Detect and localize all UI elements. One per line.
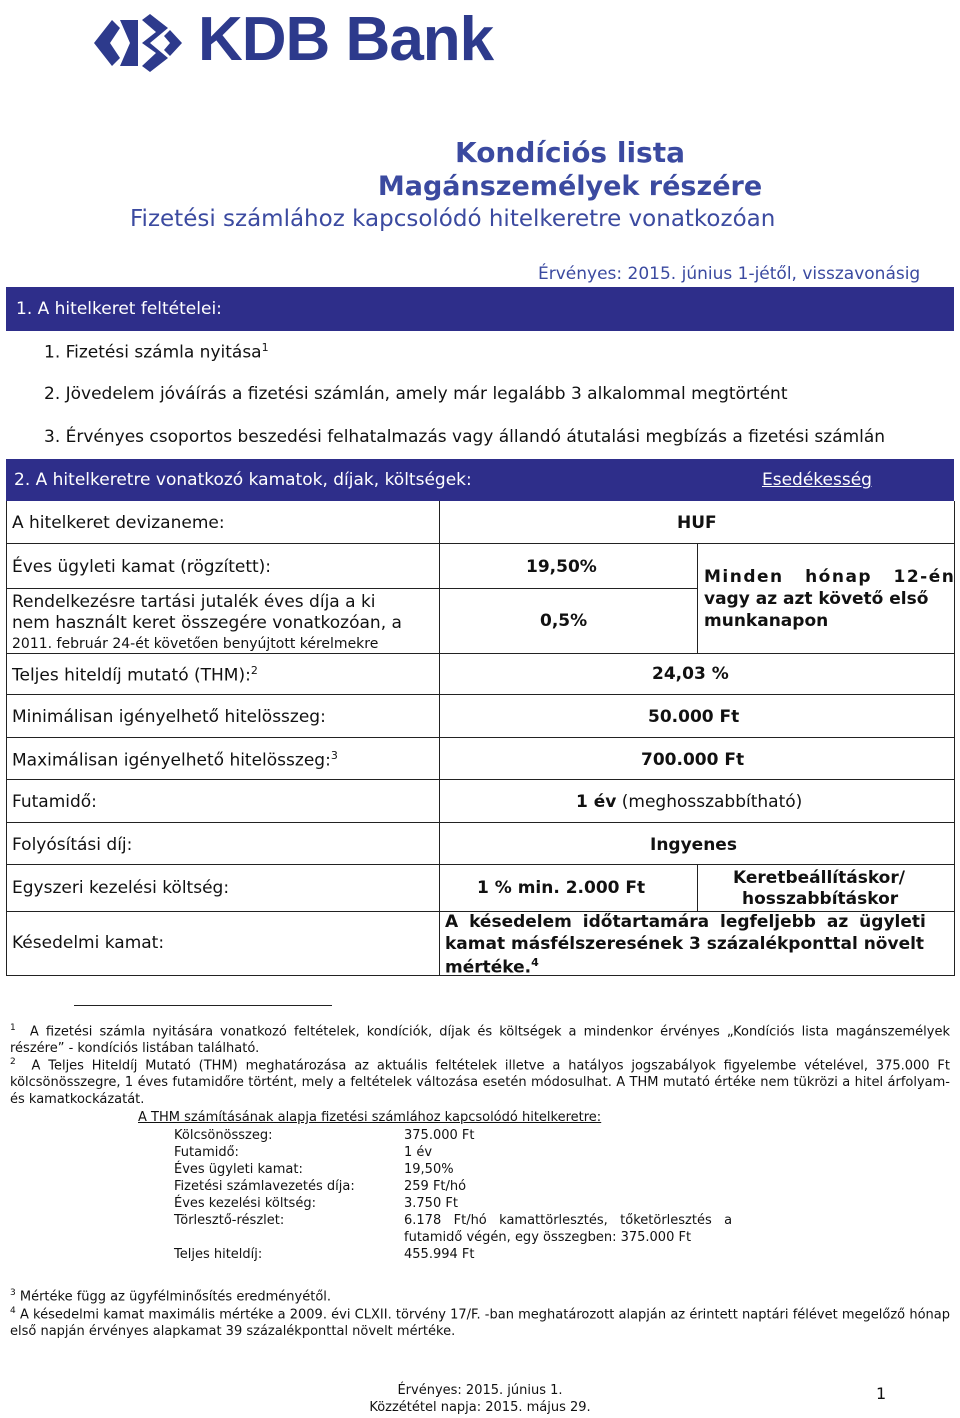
thm-basis-key: Fizetési számlavezetés díja: bbox=[174, 1179, 355, 1194]
due-text-line-1: Minden hónap 12-én bbox=[704, 567, 956, 587]
due-text-line-2: vagy az azt követő első bbox=[704, 589, 929, 609]
due-column-heading: Esedékesség bbox=[762, 470, 872, 490]
min-amount-label: Minimálisan igényelhető hitelösszeg: bbox=[12, 707, 326, 727]
page-number: 1 bbox=[876, 1384, 887, 1403]
late-interest-line-1: A késedelem időtartamára legfeljebb az ügyleti bbox=[445, 912, 926, 932]
interest-value: 19,50% bbox=[526, 557, 597, 577]
footnote-3: $^3$ Mértéke függ az ügyfélminősítés eredményétől. bbox=[10, 1288, 332, 1305]
min-amount-value: 50.000 Ft bbox=[648, 707, 740, 727]
footnote-1: $^1$ A fizetési számla nyitására vonatkozó feltételek, kondíciók, díjak és költségek a mindenkor érvényes „Kondíciós lista magánszemélyek részére” - kondíciós listában található. bbox=[10, 1023, 950, 1057]
currency-value: HUF bbox=[677, 513, 717, 533]
handling-fee-due-1: Keretbeállításkor/ bbox=[733, 868, 905, 888]
section2-heading: 2. A hitelkeretre vonatkozó kamatok, díjak, költségek: bbox=[14, 470, 472, 490]
thm-basis-key: Törlesztő-részlet: bbox=[174, 1213, 285, 1228]
footnote-separator bbox=[74, 1005, 332, 1006]
condition-item-3: 3. Érvényes csoportos beszedési felhatalmazás vagy állandó átutalási megbízás a fizetési számlán bbox=[44, 427, 886, 447]
section1-heading: 1. A hitelkeret feltételei: bbox=[16, 299, 222, 319]
thm-basis-key: Futamidő: bbox=[174, 1145, 239, 1160]
max-amount-value: 700.000 Ft bbox=[641, 750, 745, 770]
commitment-fee-label-3: 2011. február 24-ét követően benyújtott kérelmekre bbox=[12, 636, 379, 652]
page-title: Kondíciós lista bbox=[454, 136, 685, 169]
footnote-2: $^2$ A Teljes Hiteldíj Mutató (THM) meghatározása az aktuális feltételek illetve a hatályos jogszabályok figyelembe vételével, 375.000 Ft kölcsönösszegre, 1 éves futamidőre történt, mely a feltételek változása esetén módosulhat. A THM mutató értéke nem tükrözi a hitel árfolyam- és kamatkockázatát. bbox=[10, 1057, 951, 1108]
condition-item-1: 1. Fizetési számla nyitása$^1$ bbox=[44, 341, 269, 363]
commitment-fee-label-2: nem használt keret összegére vonatkozóan, a bbox=[12, 613, 402, 633]
logo-text: KDB Bank bbox=[198, 5, 494, 74]
handling-fee-due-2: hosszabbításkor bbox=[742, 889, 899, 909]
thm-basis-key bbox=[174, 1229, 404, 1246]
thm-label: Teljes hiteldíj mutató (THM):$^2$ bbox=[12, 664, 258, 686]
thm-basis-key: Teljes hiteldíj: bbox=[174, 1247, 263, 1262]
thm-basis-key: Éves ügyleti kamat: bbox=[174, 1162, 303, 1177]
disbursement-fee-value: Ingyenes bbox=[650, 835, 737, 855]
thm-value: 24,03 % bbox=[652, 664, 729, 684]
validity-text: Érvényes: 2015. június 1-jétől, visszavonásig bbox=[538, 264, 921, 284]
interest-label: Éves ügyleti kamat (rögzített): bbox=[12, 557, 272, 577]
currency-label: A hitelkeret devizaneme: bbox=[12, 513, 225, 533]
max-amount-label: Maximálisan igényelhető hitelösszeg:$^3$ bbox=[12, 749, 338, 771]
thm-basis-title: A THM számításának alapja fizetési számlához kapcsolódó hitelkeretre: bbox=[138, 1110, 602, 1125]
handling-fee-value: 1 % min. 2.000 Ft bbox=[477, 878, 646, 898]
page-subtitle: Fizetési számlához kapcsolódó hitelkeretre vonatkozóan bbox=[130, 206, 776, 232]
due-text-line-3: munkanapon bbox=[704, 611, 829, 631]
term-label: Futamidő: bbox=[12, 792, 97, 812]
condition-item-2: 2. Jövedelem jóváírás a fizetési számlán, amely már legalább 3 alkalommal megtörtént bbox=[44, 384, 788, 404]
footnote-4: $^4$ A késedelmi kamat maximális mértéke a 2009. évi CLXII. törvény 17/F. -ban meghatározott alapján az érintett naptári félévet megelőző hónap első napján érvényes alapkamat 39 százalékponttal növelt mértéke. bbox=[10, 1306, 950, 1340]
thm-basis-key: Kölcsönösszeg: bbox=[174, 1128, 273, 1143]
late-interest-line-3: mértéke.$^4$ bbox=[445, 956, 539, 978]
term-value: 1 év (meghosszabbítható) bbox=[576, 792, 803, 812]
kdb-logo-mark-icon bbox=[90, 8, 190, 78]
commitment-fee-label-1: Rendelkezésre tartási jutalék éves díja a ki bbox=[12, 592, 376, 612]
disbursement-fee-label: Folyósítási díj: bbox=[12, 835, 133, 855]
thm-basis-key: Éves kezelési költség: bbox=[174, 1196, 316, 1211]
footer-validity: Érvényes: 2015. június 1. bbox=[397, 1383, 563, 1398]
footer-publication-date: Közzététel napja: 2015. május 29. bbox=[369, 1400, 591, 1415]
thm-basis-list: Kölcsönösszeg: 375.000 Ft Futamidő: 1 év Éves ügyleti kamat: 19,50% Fizetési számlavezetés díja: 259 Ft/hó Éves kezelési költség: 3.750 Ft Törlesztő-részlet: 6.178 Ft/hó kamattörlesztés, tőketörlesztés a futamidő végén, egy összegben: 375.000 Ft Teljes hiteldíj: 455.994 Ft bbox=[174, 1128, 733, 1262]
late-interest-label: Késedelmi kamat: bbox=[12, 933, 165, 953]
handling-fee-label: Egyszeri kezelési költség: bbox=[12, 878, 230, 898]
commitment-fee-value: 0,5% bbox=[540, 611, 588, 631]
page-title-line2: Magánszemélyek részére bbox=[377, 171, 763, 202]
late-interest-line-2: kamat másfélszeresének 3 százalékponttal növelt bbox=[445, 934, 925, 954]
